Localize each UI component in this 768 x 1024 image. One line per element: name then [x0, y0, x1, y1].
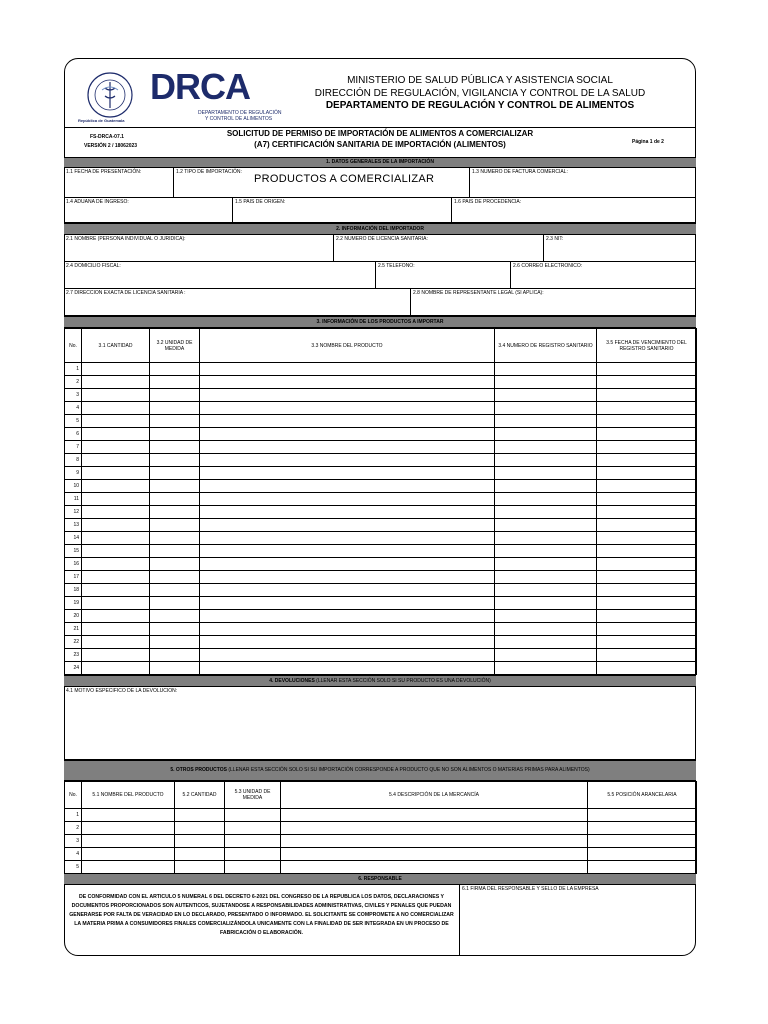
page-number: Página 1 de 2: [632, 139, 664, 145]
product-cell[interactable]: [597, 597, 697, 610]
other-product-cell[interactable]: [281, 822, 588, 835]
product-cell[interactable]: [495, 532, 597, 545]
product-row: [65, 467, 697, 480]
col-header-quantity: 5.2 CANTIDAD: [175, 782, 225, 809]
field-label-4-1: 4.1 MOTIVO ESPECIFICO DE LA DEVOLUCION:: [66, 688, 178, 694]
product-cell[interactable]: [495, 649, 597, 662]
product-cell[interactable]: [200, 610, 495, 623]
product-cell[interactable]: [200, 636, 495, 649]
product-cell[interactable]: [495, 402, 597, 415]
form-code: FS-DRCA-07.1: [90, 134, 124, 140]
product-cell[interactable]: [495, 571, 597, 584]
field-label-1-1: 1.1 FECHA DE PRESENTACIÓN:: [66, 169, 142, 175]
product-row: [65, 519, 697, 532]
section-5-header: [64, 760, 696, 781]
product-row: [65, 506, 697, 519]
product-cell[interactable]: [82, 584, 150, 597]
row-number: 18: [65, 584, 82, 597]
product-cell[interactable]: [200, 441, 495, 454]
product-cell[interactable]: [200, 402, 495, 415]
form-subtitle: (A7) CERTIFICACIÓN SANITARIA DE IMPORTACIÓN (ALIMENTOS): [254, 140, 506, 149]
product-row: [65, 597, 697, 610]
row-number: 21: [65, 623, 82, 636]
product-cell[interactable]: [200, 428, 495, 441]
product-row: [65, 441, 697, 454]
product-row: [65, 571, 697, 584]
product-cell[interactable]: [597, 415, 697, 428]
product-cell[interactable]: [200, 480, 495, 493]
product-cell[interactable]: [82, 441, 150, 454]
section-4-note: (LLENAR ESTA SECCIÓN SOLO SI SU PRODUCTO ES UNA DEVOLUCIÓN): [314, 678, 491, 684]
product-cell[interactable]: [495, 636, 597, 649]
section-5-title: 5. OTROS PRODUCTOS: [170, 767, 227, 773]
row-number: 5: [65, 415, 82, 428]
row-number: 4: [65, 402, 82, 415]
product-cell[interactable]: [82, 454, 150, 467]
import-type-field[interactable]: [174, 168, 469, 198]
product-row: [65, 623, 697, 636]
field-label-2-4: 2.4 DOMICILIO FISCAL:: [66, 263, 121, 269]
product-cell[interactable]: [200, 519, 495, 532]
product-row: [65, 454, 697, 467]
product-row: [65, 415, 697, 428]
row-number: 16: [65, 558, 82, 571]
product-cell[interactable]: [150, 597, 200, 610]
other-product-cell[interactable]: [175, 822, 225, 835]
field-label-1-6: 1.6 PAIS DE PROCEDENCIA:: [454, 199, 522, 205]
other-product-cell[interactable]: [225, 835, 281, 848]
product-row: [65, 636, 697, 649]
row-number: 6: [65, 428, 82, 441]
other-product-cell[interactable]: [175, 809, 225, 822]
other-product-row: [65, 835, 697, 848]
other-product-cell[interactable]: [281, 861, 588, 874]
product-cell[interactable]: [82, 428, 150, 441]
other-product-cell[interactable]: [225, 861, 281, 874]
product-cell[interactable]: [597, 493, 697, 506]
brand-subtitle-2: Y CONTROL DE ALIMENTOS: [205, 116, 273, 122]
col-header-unit: 5.3 UNIDAD DE MEDIDA: [225, 782, 281, 809]
col-header-registry: 3.4 NUMERO DE REGISTRO SANITARIO: [495, 329, 597, 363]
product-cell[interactable]: [597, 428, 697, 441]
product-cell[interactable]: [150, 415, 200, 428]
row-number: 3: [65, 835, 82, 848]
product-cell[interactable]: [597, 363, 697, 376]
product-cell[interactable]: [495, 376, 597, 389]
product-row: [65, 402, 697, 415]
product-cell[interactable]: [495, 623, 597, 636]
product-cell[interactable]: [150, 558, 200, 571]
product-cell[interactable]: [495, 428, 597, 441]
field-label-1-2: 1.2 TIPO DE IMPORTACIÓN:: [176, 169, 242, 175]
product-cell[interactable]: [200, 545, 495, 558]
product-row: [65, 532, 697, 545]
section-4-title: 4. DEVOLUCIONES: [269, 678, 315, 684]
product-cell[interactable]: [82, 532, 150, 545]
other-product-cell[interactable]: [281, 835, 588, 848]
product-cell[interactable]: [150, 428, 200, 441]
product-cell[interactable]: [82, 519, 150, 532]
product-cell[interactable]: [200, 532, 495, 545]
row-number: 1: [65, 809, 82, 822]
product-row: [65, 584, 697, 597]
product-cell[interactable]: [200, 506, 495, 519]
product-cell[interactable]: [82, 571, 150, 584]
other-product-cell[interactable]: [175, 848, 225, 861]
product-row: [65, 389, 697, 402]
other-product-cell[interactable]: [281, 848, 588, 861]
field-label-1-5: 1.5 PAIS DE ORIGEN:: [235, 199, 286, 205]
import-type-value: PRODUCTOS A COMERCIALIZAR: [254, 173, 435, 185]
product-row: [65, 428, 697, 441]
section-1-row-2: [64, 198, 696, 223]
product-cell[interactable]: [150, 519, 200, 532]
form-title: SOLICITUD DE PERMISO DE IMPORTACIÓN DE ALIMENTOS A COMERCIALIZAR: [226, 129, 534, 138]
field-label-2-1: 2.1 NOMBRE (PERSONA INDIVIDUAL O JURIDICA):: [66, 236, 186, 242]
product-row: [65, 610, 697, 623]
product-cell[interactable]: [495, 467, 597, 480]
other-product-cell[interactable]: [225, 822, 281, 835]
product-cell[interactable]: [495, 610, 597, 623]
product-cell[interactable]: [597, 636, 697, 649]
section-3-header: 3. INFORMACIÓN DE LOS PRODUCTOS A IMPORTAR: [64, 316, 696, 328]
product-cell[interactable]: [597, 584, 697, 597]
section-2-row-3: [64, 289, 696, 316]
product-cell[interactable]: [495, 363, 597, 376]
signature-field[interactable]: [460, 885, 696, 956]
product-row: [65, 376, 697, 389]
other-product-row: [65, 861, 697, 874]
other-product-cell[interactable]: [82, 835, 175, 848]
product-cell[interactable]: [150, 389, 200, 402]
product-cell[interactable]: [150, 610, 200, 623]
declaration-text: DE CONFORMIDAD CON EL ARTICULO 5 NUMERAL 6 DEL DECRETO 6-2021 DEL CONGRESO DE LA REPUBLICA LOS DATOS, DECLARACIONES Y DOCUMENTOS PROPORCIONADOS SON AUTENTICOS, SUJETANDOSE A RESPONSABILIDADES ADMINISTRATIVAS, CIVILES Y PENALES QUE PUEDAN GENERARSE POR FALTA DE VERACIDAD EN LO DECLARADO, PRESENTADO O INFORMADO. EL SOLICITANTE SE COMPROMETE A NO COMERCIALIZAR LA MATERIA PRIMA A CONSUMIDORES FINALES COMERCIALIZÁNDOLA UNICAMENTE CON LA FINALIDAD DE SER INTEGRADA EN UN PROCESO DE FABRICACIÓN O ELABORACIÓN.: [69, 894, 454, 936]
divider: [64, 127, 696, 128]
row-number: 24: [65, 662, 82, 675]
row-number: 22: [65, 636, 82, 649]
header-direction: DIRECCIÓN DE REGULACIÓN, VIGILANCIA Y CONTROL DE LA SALUD: [314, 88, 646, 99]
other-products-header: [65, 782, 697, 809]
product-cell[interactable]: [150, 493, 200, 506]
product-cell[interactable]: [150, 376, 200, 389]
products-table: [64, 328, 697, 675]
product-cell[interactable]: [597, 532, 697, 545]
product-cell[interactable]: [150, 623, 200, 636]
product-cell[interactable]: [495, 584, 597, 597]
other-product-cell[interactable]: [225, 809, 281, 822]
row-number: 13: [65, 519, 82, 532]
product-cell[interactable]: [150, 584, 200, 597]
product-cell[interactable]: [597, 558, 697, 571]
col-header-description: 5.4 DESCRIPCIÓN DE LA MERCANCÍA: [281, 782, 588, 809]
section-1-header: 1. DATOS GENERALES DE LA IMPORTACIÓN: [64, 157, 696, 168]
other-product-cell[interactable]: [588, 848, 697, 861]
row-number: 20: [65, 610, 82, 623]
product-cell[interactable]: [597, 623, 697, 636]
product-cell[interactable]: [200, 389, 495, 402]
product-cell[interactable]: [200, 467, 495, 480]
row-number: 11: [65, 493, 82, 506]
product-cell[interactable]: [82, 402, 150, 415]
return-reason-field[interactable]: [64, 687, 696, 760]
other-product-row: [65, 822, 697, 835]
col-header-unit: 3.2 UNIDAD DE MEDIDA: [150, 329, 200, 363]
product-cell[interactable]: [495, 454, 597, 467]
other-product-cell[interactable]: [225, 848, 281, 861]
product-cell[interactable]: [200, 558, 495, 571]
col-header-no: No.: [65, 329, 82, 363]
product-cell[interactable]: [82, 610, 150, 623]
row-number: 2: [65, 822, 82, 835]
product-cell[interactable]: [82, 623, 150, 636]
row-number: 12: [65, 506, 82, 519]
product-cell[interactable]: [150, 662, 200, 675]
other-product-cell[interactable]: [588, 822, 697, 835]
field-label-1-3: 1.3 NUMERO DE FACTURA COMERCIAL:: [472, 169, 568, 175]
product-cell[interactable]: [597, 376, 697, 389]
product-cell[interactable]: [82, 467, 150, 480]
product-cell[interactable]: [495, 597, 597, 610]
section-1-row-1: [64, 168, 696, 198]
ministry-seal-logo: [72, 70, 148, 122]
product-cell[interactable]: [150, 454, 200, 467]
product-cell[interactable]: [150, 363, 200, 376]
product-cell[interactable]: [200, 571, 495, 584]
other-products-table: [64, 781, 697, 874]
product-cell[interactable]: [82, 597, 150, 610]
product-cell[interactable]: [82, 493, 150, 506]
product-cell[interactable]: [200, 415, 495, 428]
product-row: [65, 545, 697, 558]
product-cell[interactable]: [82, 558, 150, 571]
product-cell[interactable]: [200, 454, 495, 467]
product-cell[interactable]: [150, 467, 200, 480]
row-number: 7: [65, 441, 82, 454]
col-header-expiry: 3.5 FECHA DE VENCIMIENTO DEL REGISTRO SANITARIO: [597, 329, 697, 363]
section-2-row-1: [64, 235, 696, 262]
product-cell[interactable]: [150, 636, 200, 649]
section-5-note: (LLENAR ESTA SECCIÓN SOLO SI SU IMPORTACIÓN CORRESPONDE A PRODUCTO QUE NO SON ALIMENTOS O MATERIAS PRIMAS PARA ALIMENTOS): [226, 767, 590, 773]
col-header-quantity: 3.1 CANTIDAD: [82, 329, 150, 363]
col-header-no: No.: [65, 782, 82, 809]
product-cell[interactable]: [597, 402, 697, 415]
other-product-cell[interactable]: [588, 809, 697, 822]
product-cell[interactable]: [495, 558, 597, 571]
section-6-header: 6. RESPONSABLE: [64, 873, 696, 885]
row-number: 15: [65, 545, 82, 558]
brand-subtitle-1: DEPARTAMENTO DE REGULACIÓN: [198, 110, 282, 116]
product-cell[interactable]: [200, 649, 495, 662]
row-number: 14: [65, 532, 82, 545]
row-number: 8: [65, 454, 82, 467]
product-cell[interactable]: [597, 662, 697, 675]
section-4-header: [64, 675, 696, 687]
row-number: 2: [65, 376, 82, 389]
field-label-2-8: 2.8 NOMBRE DE REPRESENTANTE LEGAL (SI APLICA):: [413, 290, 544, 296]
header-department: DEPARTAMENTO DE REGULACIÓN Y CONTROL DE ALIMENTOS: [325, 100, 635, 111]
product-cell[interactable]: [200, 597, 495, 610]
product-cell[interactable]: [150, 571, 200, 584]
header-ministry: MINISTERIO DE SALUD PÚBLICA Y ASISTENCIA SOCIAL: [347, 75, 613, 86]
product-cell[interactable]: [597, 545, 697, 558]
product-cell[interactable]: [597, 467, 697, 480]
row-number: 9: [65, 467, 82, 480]
product-cell[interactable]: [150, 649, 200, 662]
field-label-2-7: 2.7 DIRECCION EXACTA DE LICENCIA SANITARIA :: [66, 290, 186, 296]
product-cell[interactable]: [495, 506, 597, 519]
other-product-cell[interactable]: [82, 809, 175, 822]
row-number: 5: [65, 861, 82, 874]
product-row: [65, 493, 697, 506]
product-cell[interactable]: [150, 532, 200, 545]
product-cell[interactable]: [495, 441, 597, 454]
product-cell[interactable]: [82, 480, 150, 493]
other-product-cell[interactable]: [175, 835, 225, 848]
field-label-1-4: 1.4 ADUANA DE INGRESO:: [66, 199, 129, 205]
product-cell[interactable]: [82, 649, 150, 662]
product-cell[interactable]: [495, 493, 597, 506]
product-cell[interactable]: [82, 376, 150, 389]
product-cell[interactable]: [82, 415, 150, 428]
product-cell[interactable]: [200, 376, 495, 389]
product-cell[interactable]: [82, 363, 150, 376]
product-cell[interactable]: [200, 623, 495, 636]
product-row: [65, 558, 697, 571]
product-cell[interactable]: [495, 545, 597, 558]
product-cell[interactable]: [495, 519, 597, 532]
product-cell[interactable]: [82, 545, 150, 558]
other-product-cell[interactable]: [82, 822, 175, 835]
other-product-cell[interactable]: [82, 848, 175, 861]
product-cell[interactable]: [495, 480, 597, 493]
product-row: [65, 480, 697, 493]
product-cell[interactable]: [82, 636, 150, 649]
product-cell[interactable]: [597, 519, 697, 532]
other-product-cell[interactable]: [588, 835, 697, 848]
product-cell[interactable]: [200, 493, 495, 506]
product-cell[interactable]: [200, 584, 495, 597]
product-cell[interactable]: [597, 441, 697, 454]
product-cell[interactable]: [597, 649, 697, 662]
product-cell[interactable]: [82, 389, 150, 402]
col-header-tariff: 5.5 POSICIÓN ARANCELARIA: [588, 782, 697, 809]
product-cell[interactable]: [200, 662, 495, 675]
seal-caption: República de Guatemala: [78, 118, 125, 123]
row-number: 10: [65, 480, 82, 493]
other-product-row: [65, 848, 697, 861]
product-cell[interactable]: [597, 610, 697, 623]
product-cell[interactable]: [150, 545, 200, 558]
section-2-row-2: [64, 262, 696, 289]
product-cell[interactable]: [495, 389, 597, 402]
product-cell[interactable]: [597, 480, 697, 493]
product-cell[interactable]: [597, 506, 697, 519]
col-header-product-name: 5.1 NOMBRE DEL PRODUCTO: [82, 782, 175, 809]
row-number: 3: [65, 389, 82, 402]
other-product-cell[interactable]: [588, 861, 697, 874]
section-2-header: 2. INFORMACIÓN DEL IMPORTADOR: [64, 223, 696, 235]
field-label-6-1: 6.1 FIRMA DEL RESPONSABLE Y SELLO DE LA EMPRESA: [462, 886, 599, 892]
declaration-box: [64, 885, 460, 956]
row-number: 19: [65, 597, 82, 610]
product-cell[interactable]: [150, 441, 200, 454]
product-cell[interactable]: [200, 363, 495, 376]
product-cell[interactable]: [150, 402, 200, 415]
other-product-row: [65, 809, 697, 822]
product-cell[interactable]: [82, 506, 150, 519]
field-label-2-5: 2.5 TELEFONO:: [378, 263, 415, 269]
product-cell[interactable]: [495, 662, 597, 675]
form-version: VERSIÓN 2 / 18062023: [84, 143, 138, 149]
row-number: 17: [65, 571, 82, 584]
product-row: [65, 649, 697, 662]
field-label-2-3: 2.3 NIT:: [546, 236, 564, 242]
field-label-2-6: 2.6 CORREO ELECTRONICO:: [513, 263, 583, 269]
other-product-cell[interactable]: [82, 861, 175, 874]
drca-brand: DRCA: [150, 66, 250, 107]
col-header-product-name: 3.3 NOMBRE DEL PRODUCTO: [200, 329, 495, 363]
product-cell[interactable]: [82, 662, 150, 675]
product-cell[interactable]: [597, 571, 697, 584]
row-number: 23: [65, 649, 82, 662]
products-table-header: [65, 329, 697, 363]
product-row: [65, 662, 697, 675]
other-product-cell[interactable]: [175, 861, 225, 874]
other-product-cell[interactable]: [281, 809, 588, 822]
product-cell[interactable]: [150, 506, 200, 519]
product-cell[interactable]: [597, 454, 697, 467]
row-number: 4: [65, 848, 82, 861]
product-row: [65, 363, 697, 376]
product-cell[interactable]: [495, 415, 597, 428]
product-cell[interactable]: [597, 389, 697, 402]
product-cell[interactable]: [150, 480, 200, 493]
field-label-2-2: 2.2 NUMERO DE LICENCIA SANITARIA:: [336, 236, 428, 242]
row-number: 1: [65, 363, 82, 376]
